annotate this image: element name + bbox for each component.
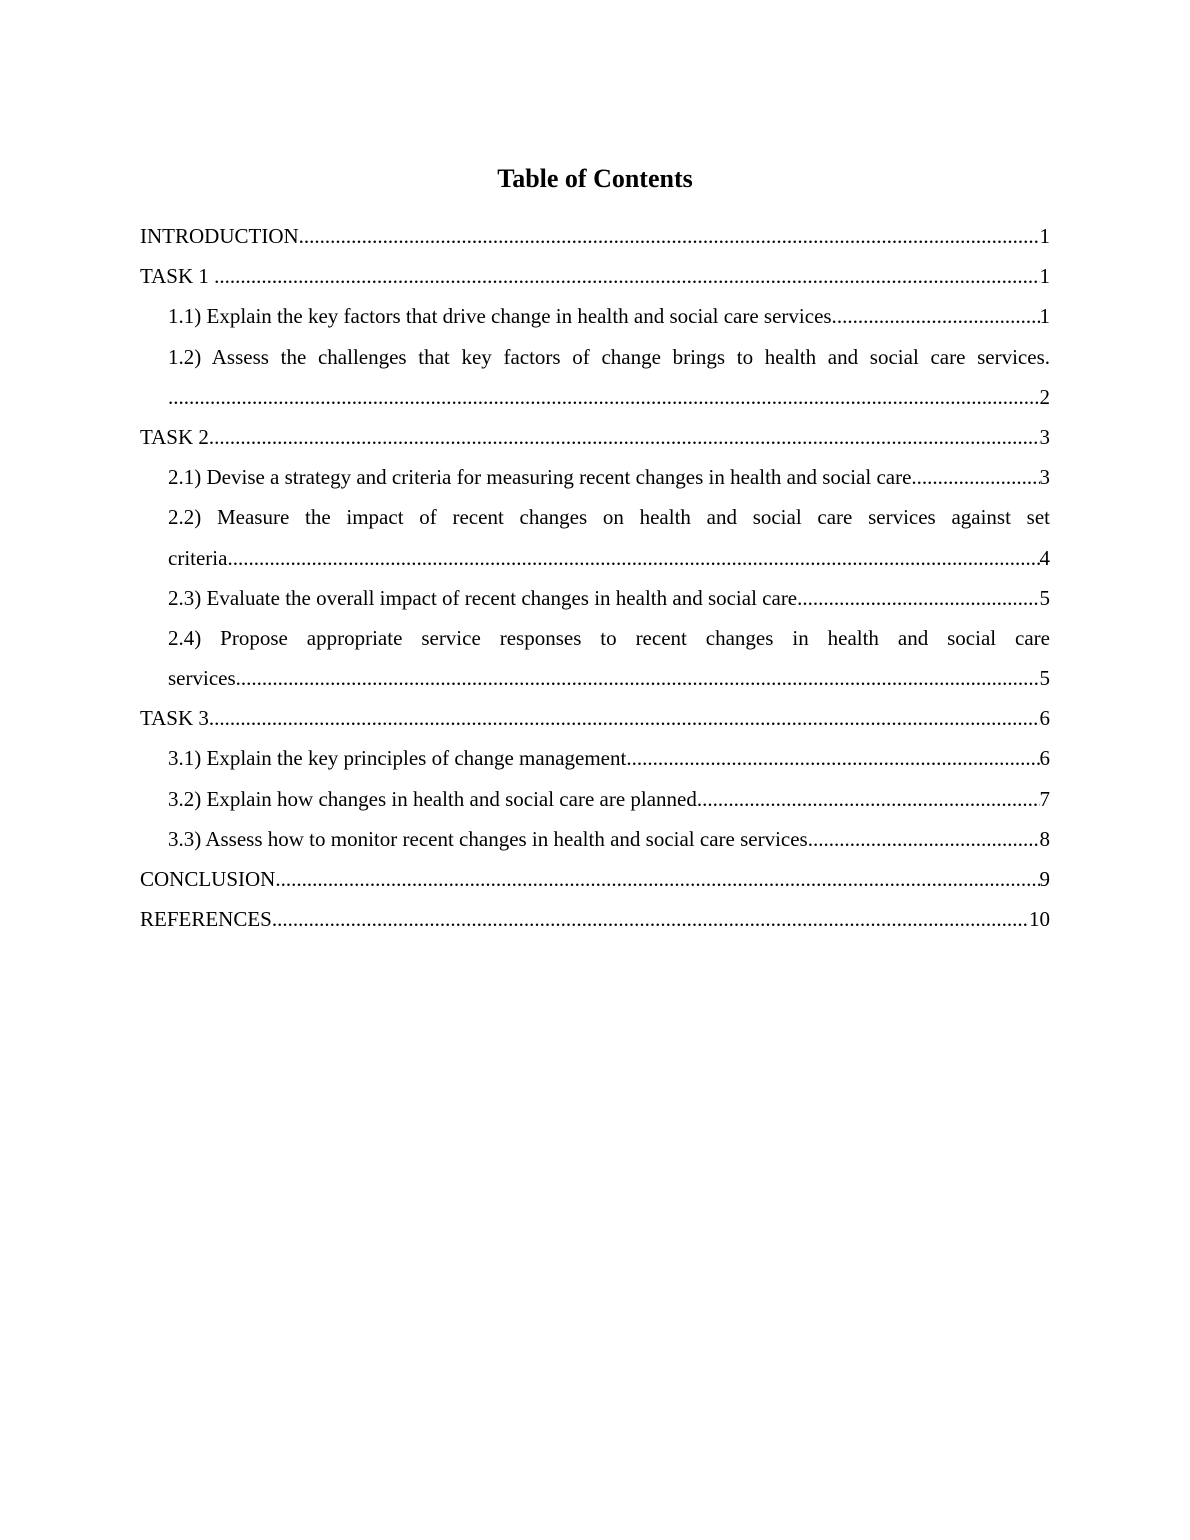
toc-entry-page: 7 xyxy=(1039,786,1050,811)
toc-entry-page: 1 xyxy=(1039,264,1050,289)
page-title: Table of Contents xyxy=(497,164,693,193)
dot-leader xyxy=(813,819,1040,859)
toc-entry-2-4-line-2[interactable] xyxy=(140,658,1050,698)
dot-leader xyxy=(802,578,1039,618)
toc-entry-page: 8 xyxy=(1039,826,1050,851)
dot-leader xyxy=(214,256,1039,296)
dot-leader xyxy=(632,738,1040,778)
toc-entry-2-4-line-1[interactable] xyxy=(140,618,1050,658)
toc-entry-label: REFERENCES xyxy=(140,907,272,932)
toc-entry-task-3[interactable] xyxy=(140,698,1050,738)
toc-entry-page: 9 xyxy=(1039,867,1050,891)
toc-entry-3-3[interactable] xyxy=(140,819,1050,859)
toc-entry-3-2[interactable] xyxy=(140,779,1050,819)
toc-entry-3-1[interactable] xyxy=(140,738,1050,778)
dot-leader xyxy=(272,899,1029,939)
toc-entry-page: 1 xyxy=(1039,304,1050,329)
toc-entry-page: 6 xyxy=(1039,706,1050,731)
toc-entry-page: 10 xyxy=(1029,907,1050,932)
table-of-contents xyxy=(140,216,1050,939)
toc-entry-label-continued: services. xyxy=(168,666,241,691)
dot-leader xyxy=(275,859,1039,899)
toc-entry-label: 3.1) Explain the key principles of change management. xyxy=(168,746,632,771)
toc-entry-label: 2.3) Evaluate the overall impact of recent changes in health and social care. xyxy=(168,585,803,610)
toc-entry-1-1[interactable] xyxy=(140,296,1050,336)
dot-leader xyxy=(214,698,1039,738)
dot-leader xyxy=(168,377,1040,417)
toc-entry-task-2[interactable] xyxy=(140,417,1050,457)
toc-entry-task-1[interactable] xyxy=(140,256,1050,296)
toc-entry-references[interactable] xyxy=(140,899,1050,939)
toc-entry-2-1[interactable] xyxy=(140,457,1050,497)
toc-entry-label: INTRODUCTION xyxy=(140,224,299,248)
toc-entry-page: 6 xyxy=(1039,746,1050,771)
toc-entry-2-2-line-1[interactable] xyxy=(140,497,1050,537)
toc-entry-label: TASK 3. xyxy=(140,706,215,731)
toc-entry-introduction[interactable] xyxy=(140,216,1050,256)
toc-entry-label: 1.2) Assess the challenges that key factors of change brings to health and social care services. xyxy=(168,344,1050,369)
toc-entry-label: TASK 1 xyxy=(140,264,215,289)
toc-entry-label: 2.2) Measure the impact of recent changes on health and social care services against set xyxy=(168,505,1050,530)
toc-entry-label-continued: criteria. xyxy=(168,545,233,570)
toc-entry-2-3[interactable] xyxy=(140,578,1050,618)
toc-entry-1-2-line-2[interactable] xyxy=(140,377,1050,417)
dot-leader xyxy=(917,457,1040,497)
toc-entry-label: 1.1) Explain the key factors that drive change in health and social care services. xyxy=(168,304,837,329)
toc-entry-label: 2.1) Devise a strategy and criteria for measuring recent changes in health and social care. xyxy=(168,465,917,490)
toc-entry-label: CONCLUSION xyxy=(140,867,276,891)
toc-entry-label: 3.2) Explain how changes in health and social care are planned. xyxy=(168,786,703,811)
dot-leader xyxy=(299,216,1040,256)
toc-entry-2-2-line-2[interactable] xyxy=(140,538,1050,578)
dot-leader xyxy=(241,658,1040,698)
toc-entry-label: TASK 2. xyxy=(140,424,215,449)
toc-entry-page: 4 xyxy=(1039,545,1050,570)
toc-entry-page: 1 xyxy=(1039,224,1050,248)
toc-entry-page: 5 xyxy=(1039,585,1050,610)
toc-entry-page: 5 xyxy=(1039,666,1050,691)
dot-leader xyxy=(702,779,1039,819)
dot-leader xyxy=(837,296,1040,336)
toc-entry-page: 3 xyxy=(1039,465,1050,490)
toc-entry-page: 3 xyxy=(1039,424,1050,449)
toc-entry-1-2-line-1[interactable] xyxy=(140,337,1050,377)
toc-entry-conclusion[interactable] xyxy=(140,859,1050,899)
toc-entry-label: 2.4) Propose appropriate service responses to recent changes in health and social care xyxy=(168,625,1050,650)
dot-leader xyxy=(233,538,1040,578)
toc-entry-page: 2 xyxy=(1039,384,1050,409)
toc-entry-label: 3.3) Assess how to monitor recent changes in health and social care services. xyxy=(168,826,813,851)
dot-leader xyxy=(214,417,1039,457)
